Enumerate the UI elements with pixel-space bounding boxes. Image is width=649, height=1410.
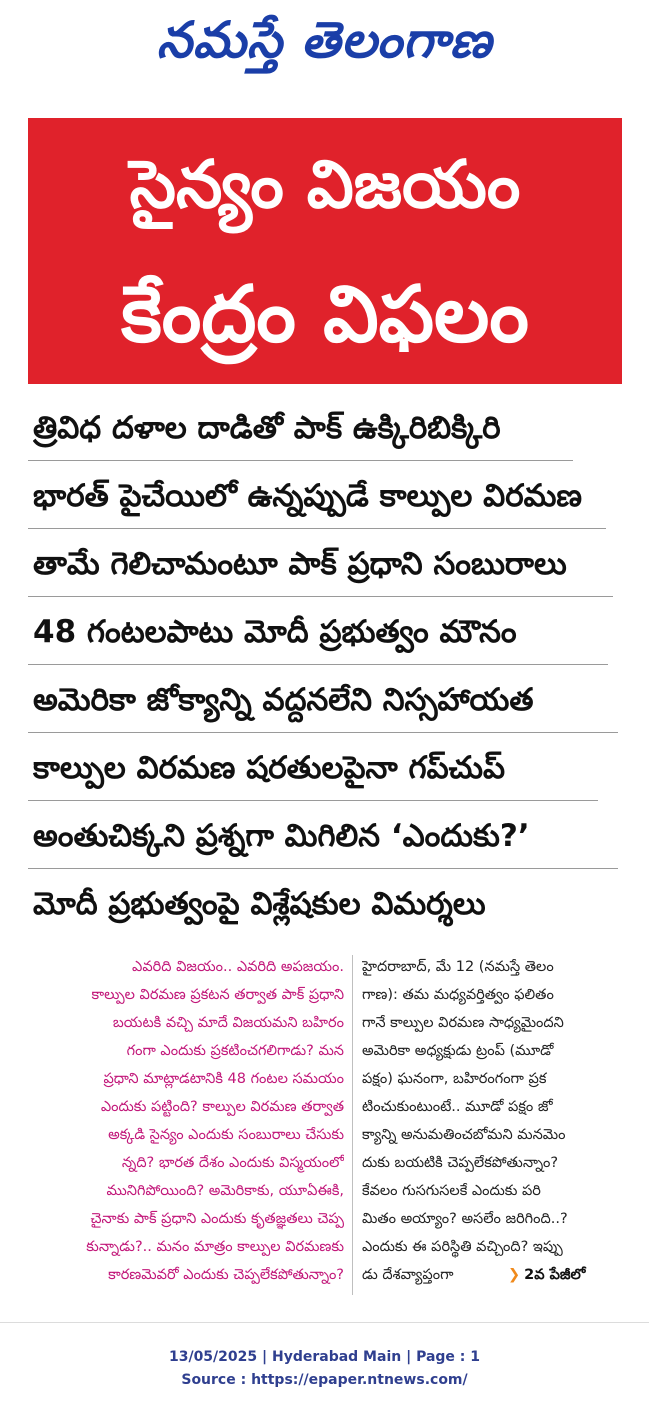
- body-line: కేవలం గుసగుసలకే ఎందుకు పరి: [362, 1183, 541, 1199]
- deck-divider: [28, 596, 613, 597]
- deck-line: తామే గెలిచామంటూ పాక్ ప్రధాని సంబురాలు: [33, 546, 567, 582]
- continued-link[interactable]: [508, 1260, 585, 1291]
- article-body: [362, 952, 640, 1297]
- sidebar-line: కారణమెవరో ఎందుకు చెప్పలేకపోతున్నాం?: [108, 1267, 344, 1283]
- sidebar-column: [18, 952, 344, 1297]
- deck-line: భారత్ పైచేయిలో ఉన్నప్పుడే కాల్పుల విరమణ: [33, 478, 582, 514]
- deck-divider: [28, 460, 573, 461]
- body-line: ఎందుకు ఈ పరిస్థితి వచ్చింది? ఇప్పు: [362, 1239, 563, 1255]
- deck-divider: [28, 868, 618, 869]
- sidebar-line: కాల్పుల విరమణ ప్రకటన తర్వాత పాక్ ప్రధాని: [91, 987, 344, 1003]
- deck-divider: [28, 664, 608, 665]
- sidebar-line: మునిగిపోయింది? అమెరికాకు, యూఏఈకి,: [106, 1183, 344, 1199]
- sidebar-line: ప్రధాని మాట్లాడటానికి 48 గంటల సమయం: [103, 1071, 344, 1087]
- deck-line: త్రివిధ దళాల దాడితో పాక్ ఉక్కిరిబిక్కిరి: [33, 410, 501, 446]
- deck-line: అమెరికా జోక్యాన్ని వద్దనలేని నిస్సహాయత: [33, 682, 534, 718]
- sidebar-line: అక్కడి సైన్యం ఎందుకు సంబురాలు చేసుకు: [108, 1127, 344, 1143]
- sidebar-line: ఎవరిది విజయం.. ఎవరిది అపజయం.: [132, 959, 344, 975]
- sidebar-line: గంగా ఎందుకు ప్రకటించగలిగాడు? మన: [126, 1043, 344, 1059]
- masthead: [0, 0, 649, 92]
- sidebar-line: ఎందుకు పట్టింది? కాల్పుల విరమణ తర్వాత: [100, 1099, 344, 1115]
- body-line: డు దేశవ్యాప్తంగా: [362, 1267, 454, 1283]
- deck-divider: [28, 800, 598, 801]
- sidebar-line: కున్నాడు?.. మనం మాత్రం కాల్పుల విరమణకు: [86, 1239, 344, 1255]
- sidebar-line: న్నది? భారత దేశం ఎందుకు విస్మయంలో: [121, 1155, 344, 1171]
- source-link[interactable]: Source : https://epaper.ntnews.com/: [181, 1372, 468, 1388]
- deck-divider: [28, 528, 606, 529]
- edition-info: 13/05/2025 | Hyderabad Main | Page : 1: [168, 1349, 481, 1365]
- deck: [0, 392, 649, 940]
- deck-line: కాల్పుల విరమణ షరతులపైనా గప్‌చుప్: [33, 750, 505, 786]
- body-line: క్యాన్ని అనుమతించబోమని మనమెం: [362, 1127, 566, 1143]
- deck-line: 48 గంటలపాటు మోదీ ప్రభుత్వం మౌనం: [33, 614, 517, 650]
- headline-box: [28, 118, 622, 384]
- body-line: అమెరికా అధ్యక్షుడు ట్రంప్ (మూడో: [362, 1043, 554, 1059]
- sidebar-line: చైనాకు పాక్ ప్రధాని ఎందుకు కృతజ్ఞతలు చెప్ప: [90, 1211, 344, 1227]
- body-line: మితం అయ్యాం? అసలేం జరిగింది..?: [362, 1211, 568, 1227]
- body-line: గానే కాల్పుల విరమణ సాధ్యమైందని: [362, 1015, 564, 1031]
- sidebar-line: బయటకి వచ్చి మాదే విజయమని బహిరం: [112, 1015, 344, 1031]
- body-line: పక్షం) ఘనంగా, బహిరంగంగా ప్రక: [362, 1071, 547, 1087]
- body-line: హైదరాబాద్, మే 12 (నమస్తే తెలం: [362, 959, 554, 975]
- headline-line-2: కేంద్రం విఫలం: [121, 270, 529, 360]
- body-line: టించుకుంటుంటే.. మూడో పక్షం జో: [362, 1099, 553, 1115]
- footer: [0, 1322, 649, 1410]
- continued-label: 2వ పేజీలో: [524, 1267, 586, 1283]
- body-line: దుకు బయటికి చెప్పలేకపోతున్నాం?: [362, 1155, 559, 1171]
- deck-line: మోదీ ప్రభుత్వంపై విశ్లేషకుల విమర్శలు: [33, 886, 486, 922]
- headline-line-1: సైన్యం విజయం: [129, 146, 521, 223]
- deck-divider: [28, 732, 618, 733]
- body-line: గాణ): తమ మధ్యవర్తిత్వం ఫలితం: [362, 987, 554, 1003]
- chevron-right-icon: ❯: [508, 1267, 521, 1283]
- masthead-title: నమస్తే తెలంగాణ: [156, 10, 493, 69]
- deck-line: అంతుచిక్కని ప్రశ్నగా మిగిలిన ‘ఎందుకు?’: [33, 818, 530, 854]
- column-divider: [352, 955, 353, 1295]
